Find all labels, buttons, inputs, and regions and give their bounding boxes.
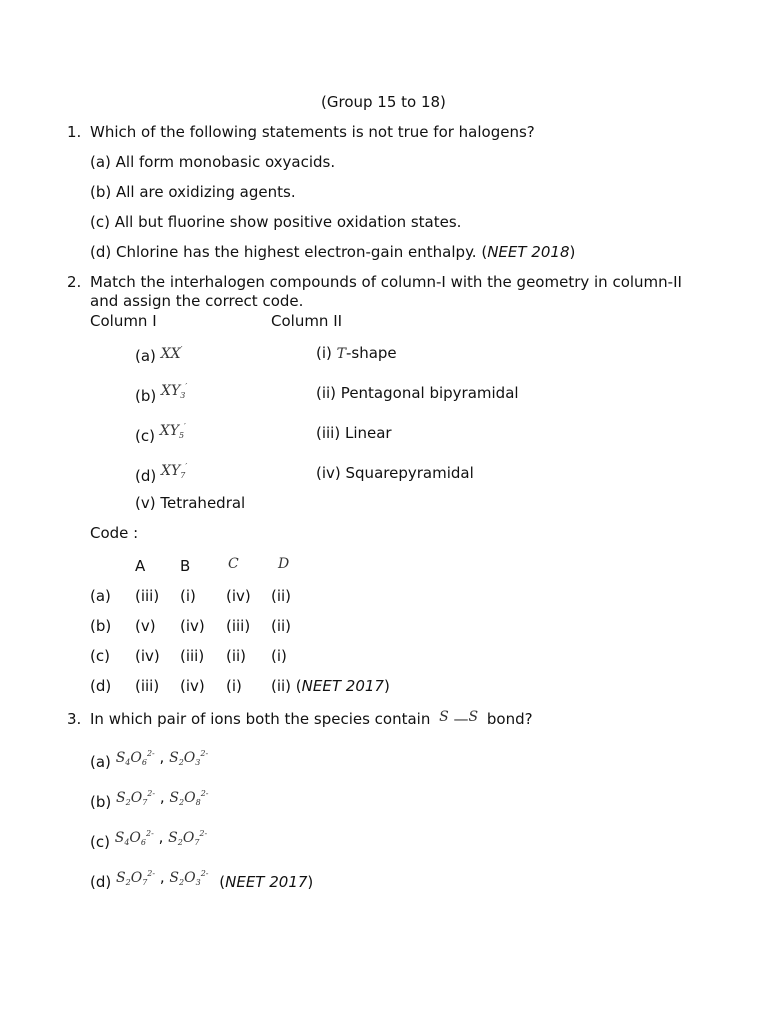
q3-option-d: (d) $S_2O_7^{2-}$ , $S_2O_3^{2-}$ (NEET 2017) bbox=[90, 868, 314, 891]
q1-option-a: (a) All form monobasic oxyacids. bbox=[90, 153, 336, 171]
code-cell: (iii) bbox=[135, 677, 160, 695]
code-header-b: B bbox=[180, 557, 191, 575]
q2-number: 2. bbox=[67, 273, 82, 291]
q3-number: 3. bbox=[67, 710, 82, 728]
q2-source: NEET 2017 bbox=[301, 677, 384, 695]
q3-option-c: (c) $S_4O_6^{2-}$ , $S_2O_7^{2-}$ bbox=[90, 828, 208, 851]
col1-item bbox=[135, 344, 182, 366]
q3-source: (NEET 2017) bbox=[219, 873, 314, 891]
code-cell: (i) bbox=[271, 647, 287, 665]
q2-text: Match the interhalogen compounds of column-I with the geometry in column-II and assign the correct code. bbox=[90, 273, 682, 310]
col1-item bbox=[135, 384, 187, 411]
section-heading: (Group 15 to 18) bbox=[321, 93, 446, 111]
code-cell: (iii) bbox=[180, 647, 205, 665]
code-row-opt: (d) bbox=[90, 677, 112, 695]
q1-source-close: ) bbox=[569, 243, 576, 261]
code-cell: (iv) bbox=[226, 587, 251, 605]
q1-source: NEET 2018 bbox=[487, 243, 570, 261]
ion-formula: $S_2O_8^{2-}$ bbox=[169, 789, 209, 807]
ion-formula: $S_4O_6^{2-}$ bbox=[115, 749, 155, 767]
code-cell: (v) bbox=[135, 617, 156, 635]
col1-label: (c) bbox=[135, 427, 155, 445]
col1-formula: $XY_3'$ bbox=[161, 382, 188, 400]
ion-formula: $S_2O_7^{2-}$ bbox=[116, 789, 156, 807]
ion-formula: $S_2O_3^{2-}$ bbox=[169, 869, 209, 887]
q1-number: 1. bbox=[67, 123, 82, 141]
code-header-a: A bbox=[135, 557, 146, 575]
col1-label: (b) bbox=[135, 387, 157, 405]
code-cell: (ii) bbox=[271, 587, 292, 605]
code-cell: (iv) bbox=[135, 647, 160, 665]
col2-extra-item: (v) Tetrahedral bbox=[135, 494, 246, 512]
bond-left-atom: S bbox=[439, 709, 449, 725]
code-row-opt: (c) bbox=[90, 647, 110, 665]
q3-option-a: (a) $S_4O_6^{2-}$ , $S_2O_3^{2-}$ bbox=[90, 748, 209, 771]
col2-item: (ii) Pentagonal bipyramidal bbox=[316, 384, 519, 402]
ion-formula: $S_2O_7^{2-}$ bbox=[116, 869, 156, 887]
column-i-header: Column I bbox=[90, 312, 157, 330]
code-cell: (iii) bbox=[135, 587, 160, 605]
code-cell: (iii) bbox=[226, 617, 251, 635]
q1-option-c: (c) All but fluorine show positive oxidation states. bbox=[90, 213, 462, 231]
code-header-c: C bbox=[228, 556, 239, 572]
column-ii-header: Column II bbox=[271, 312, 343, 330]
ion-formula: $S_2O_3^{2-}$ bbox=[169, 749, 209, 767]
col1-formula: $XY_5'$ bbox=[159, 422, 186, 440]
q1-text: Which of the following statements is not true for halogens? bbox=[90, 123, 535, 141]
col1-formula: $XY_7'$ bbox=[161, 462, 188, 480]
col1-label: (d) bbox=[135, 467, 157, 485]
code-row-opt: (b) bbox=[90, 617, 112, 635]
col2-item: (iv) Squarepyramidal bbox=[316, 464, 474, 482]
q3-option-b: (b) $S_2O_7^{2-}$ , $S_2O_8^{2-}$ bbox=[90, 788, 209, 811]
bond-right-atom: S bbox=[468, 709, 479, 725]
col1-formula: XX′ bbox=[160, 345, 183, 362]
code-cell: (iv) bbox=[180, 677, 205, 695]
code-cell-with-source: (ii) (NEET 2017) bbox=[271, 677, 390, 695]
col2-item: (iii) Linear bbox=[316, 424, 392, 442]
col1-label: (a) bbox=[135, 347, 156, 365]
code-header-d: D bbox=[278, 556, 290, 572]
ion-formula: $S_2O_7^{2-}$ bbox=[168, 829, 208, 847]
bond-dash: — bbox=[453, 710, 469, 728]
code-cell: (i) bbox=[226, 677, 242, 695]
code-cell: (iv) bbox=[180, 617, 205, 635]
col1-item bbox=[135, 424, 186, 451]
q1-option-d bbox=[90, 243, 575, 261]
code-cell: (ii) bbox=[226, 647, 247, 665]
t-shape-symbol: T bbox=[336, 346, 346, 362]
col1-item bbox=[135, 464, 187, 491]
code-label: Code : bbox=[90, 524, 139, 542]
col2-item: (i) T-shape bbox=[316, 344, 397, 362]
q1-option-b: (b) All are oxidizing agents. bbox=[90, 183, 296, 201]
code-cell: (i) bbox=[180, 587, 196, 605]
ion-formula: $S_4O_6^{2-}$ bbox=[114, 829, 154, 847]
code-cell: (ii) bbox=[271, 617, 292, 635]
q3-text: In which pair of ions both the species contain S —S bond? bbox=[90, 709, 533, 728]
code-row-opt: (a) bbox=[90, 587, 111, 605]
q1-option-d-text: (d) Chlorine has the highest electron-gain enthalpy. ( bbox=[90, 243, 488, 261]
